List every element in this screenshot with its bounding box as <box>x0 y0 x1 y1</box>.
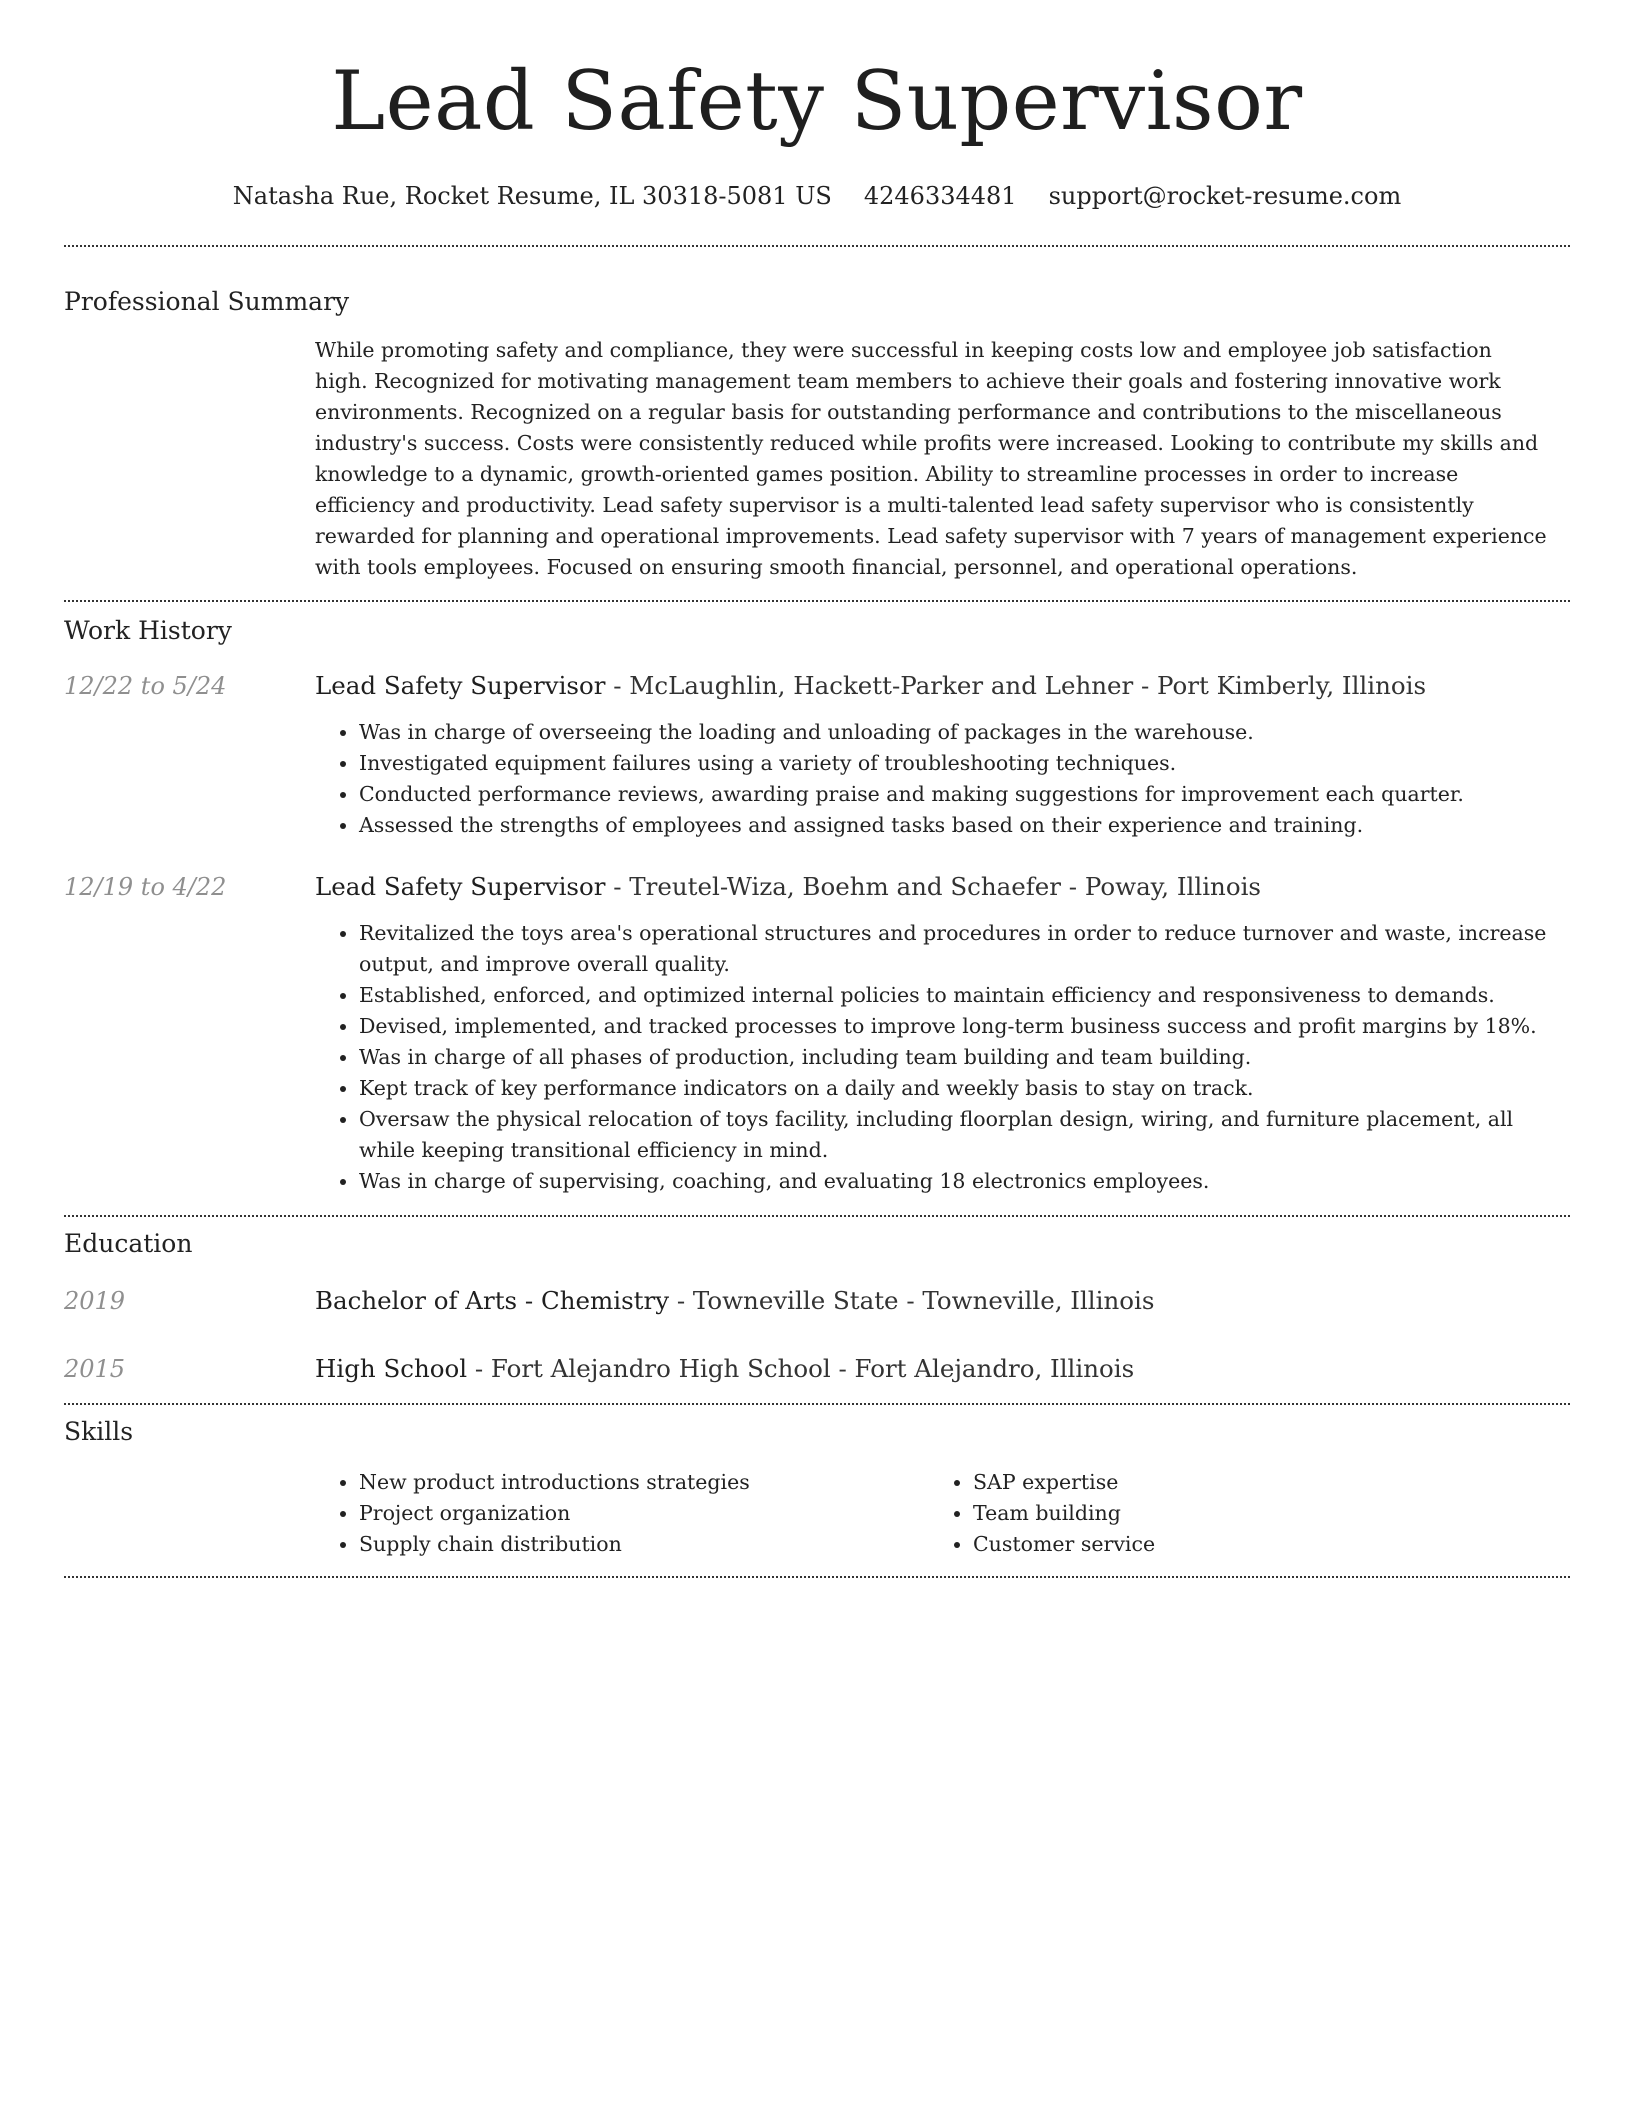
list-item: • Revitalized the toys area's operational structures and procedures in order to reduce turnover and waste, increase output, and improve overall quality. <box>359 918 1550 980</box>
list-item: • Customer service <box>973 1529 1570 1560</box>
list-item: • Was in charge of supervising, coaching, and evaluating 18 electronics employees. <box>359 1166 1550 1197</box>
divider <box>64 1403 1570 1405</box>
education-year: 2015 <box>64 1355 126 1383</box>
skills-list <box>929 1467 1570 1560</box>
job-role: Lead Safety Supervisor <box>315 671 606 700</box>
job-title-line <box>315 871 1570 903</box>
divider <box>64 1576 1570 1578</box>
divider <box>64 1215 1570 1217</box>
job-dates: 12/22 to 5/24 <box>64 672 227 700</box>
education-line <box>315 1285 1570 1317</box>
contact-email: support@rocket-resume.com <box>1048 182 1402 210</box>
education-entry <box>64 1285 1570 1317</box>
list-item: • Project organization <box>359 1498 929 1529</box>
contact-line <box>64 180 1570 212</box>
list-item: • Assessed the strengths of employees and assigned tasks based on their experience and training. <box>359 810 1570 841</box>
education-school: - Fort Alejandro High School - Fort Alejandro, Illinois <box>467 1354 1135 1383</box>
divider <box>64 600 1570 602</box>
divider <box>64 245 1570 247</box>
work-history-section <box>64 614 1570 1197</box>
summary-text: While promoting safety and compliance, they were successful in keeping costs low and employee job satisfaction high. Recognized for motivating management team members to achieve their goals and fostering innovative work environments. Recognized on a regular basis for outstanding performance and contributions to the miscellaneous industry's success. Costs were consistently reduced while profits were increased. Looking to contribute my skills and knowledge to a dynamic, growth-oriented games position. Ability to streamline processes in order to increase efficiency and productivity. Lead safety supervisor is a multi-talented lead safety supervisor who is consistently rewarded for planning and operational improvements. Lead safety supervisor with 7 years of management experience with tools employees. Focused on ensuring smooth financial, personnel, and operational operations. <box>315 338 1547 579</box>
job-dates: 12/19 to 4/22 <box>64 873 227 901</box>
list-item: • Team building <box>973 1498 1570 1529</box>
section-heading-work: Work History <box>64 616 232 645</box>
list-item: • Conducted performance reviews, awarding praise and making suggestions for improvement each quarter. <box>359 779 1570 810</box>
education-line <box>315 1353 1570 1385</box>
job-entry <box>64 670 1570 841</box>
list-item: • Was in charge of all phases of production, including team building and team building. <box>359 1042 1550 1073</box>
list-item: • Oversaw the physical relocation of toys facility, including floorplan design, wiring, and furniture placement, all while keeping transitional efficiency in mind. <box>359 1104 1550 1166</box>
section-heading-summary: Professional Summary <box>64 287 350 316</box>
job-company-location: - Treutel-Wiza, Boehm and Schaefer - Poway, Illinois <box>605 872 1261 901</box>
job-entry <box>64 871 1570 1197</box>
education-year: 2019 <box>64 1287 126 1315</box>
summary-section <box>64 285 1570 583</box>
list-item: • Was in charge of overseeing the loading and unloading of packages in the warehouse. <box>359 717 1570 748</box>
job-bullets <box>315 918 1570 1197</box>
list-item: • SAP expertise <box>973 1467 1570 1498</box>
job-company-location: - McLaughlin, Hackett-Parker and Lehner - Port Kimberly, Illinois <box>605 671 1427 700</box>
list-item: • Investigated equipment failures using a variety of troubleshooting techniques. <box>359 748 1570 779</box>
job-title-line <box>315 670 1570 702</box>
resume-page <box>64 0 1570 1578</box>
job-role: Lead Safety Supervisor <box>315 872 606 901</box>
education-section <box>64 1227 1570 1385</box>
list-item: • Established, enforced, and optimized internal policies to maintain efficiency and responsiveness to demands. <box>359 980 1550 1011</box>
list-item: • New product introductions strategies <box>359 1467 929 1498</box>
skills-section <box>64 1415 1570 1560</box>
contact-phone: 4246334481 <box>863 182 1017 210</box>
education-school: - Towneville State - Towneville, Illinois <box>669 1286 1155 1315</box>
section-heading-skills: Skills <box>64 1417 134 1446</box>
resume-title: Lead Safety Supervisor <box>331 55 1303 149</box>
job-bullets <box>315 717 1570 841</box>
list-item: • Kept track of key performance indicators on a daily and weekly basis to stay on track. <box>359 1073 1550 1104</box>
section-heading-education: Education <box>64 1229 193 1258</box>
education-degree: High School <box>315 1354 468 1383</box>
skills-list <box>315 1467 929 1560</box>
education-entry <box>64 1353 1570 1385</box>
education-degree: Bachelor of Arts - Chemistry <box>315 1286 670 1315</box>
contact-address: Natasha Rue, Rocket Resume, IL 30318-5081 US <box>232 182 832 210</box>
list-item: • Devised, implemented, and tracked processes to improve long-term business success and profit margins by 18%. <box>359 1011 1550 1042</box>
list-item: • Supply chain distribution <box>359 1529 929 1560</box>
